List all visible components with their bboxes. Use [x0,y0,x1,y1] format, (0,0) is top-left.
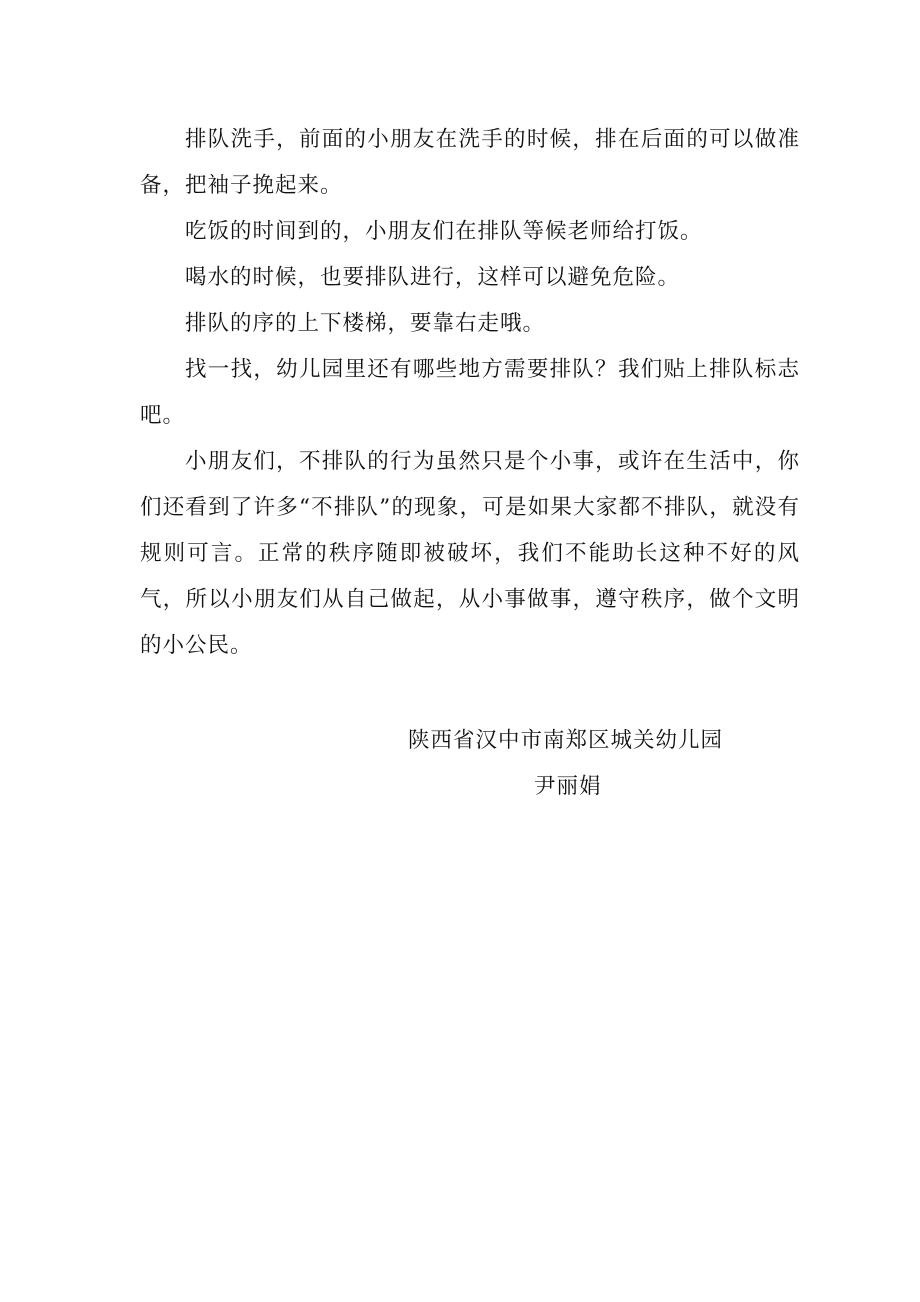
signature-organization: 陕西省汉中市南郑区城关幼儿园 [408,728,724,753]
paragraph-drinking: 喝水的时候，也要排队进行，这样可以避免危险。 [185,265,681,290]
paragraph-find-places: 找一找，幼儿园里还有哪些地方需要排队？我们贴上排队标志吧。 [140,357,800,428]
paragraph-handwashing: 排队洗手，前面的小朋友在洗手的时候，排在后面的可以做准备，把袖子挽起来。 [140,127,800,198]
paragraph-stairs: 排队的序的上下楼梯，要靠右走哦。 [185,311,546,336]
paragraph-conclusion: 小朋友们，不排队的行为虽然只是个小事，或许在生活中，你们还看到了许多“不排队”的现象，可是如果大家都不排队，就没有规则可言。正常的秩序随即被破坏，我们不能助长这种不好的风气，所以小朋友们从自己做起，从小事做事，遵守秩序，做个文明的小公民。 [140,449,800,658]
paragraph-meal: 吃饭的时间到的，小朋友们在排队等候老师给打饭。 [185,219,703,244]
article-body [140,117,800,669]
signature-author: 尹丽娟 [534,774,602,799]
